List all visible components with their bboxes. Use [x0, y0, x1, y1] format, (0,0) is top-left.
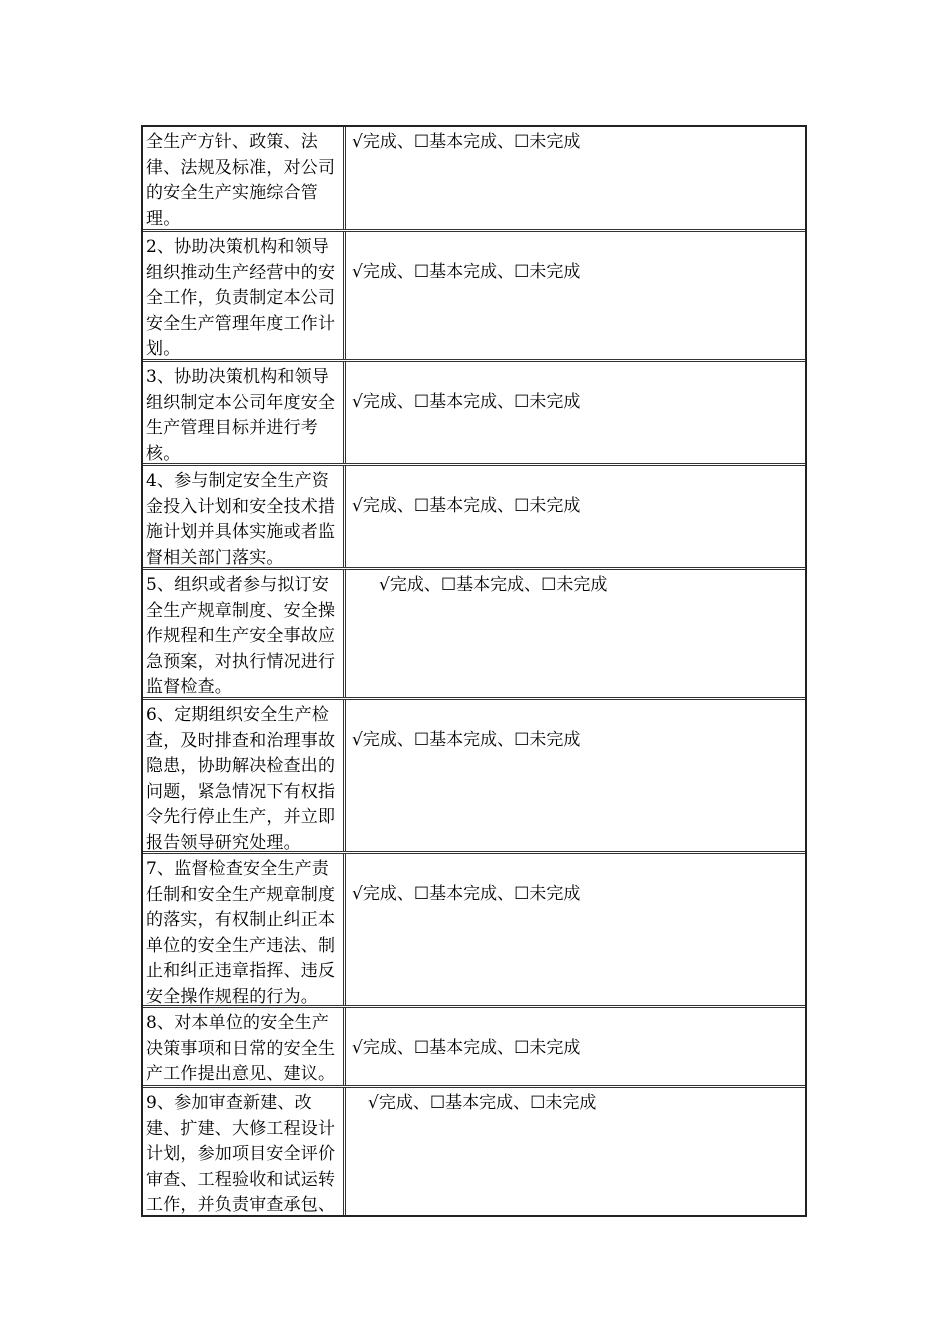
completion-status: √完成、☐基本完成、☐未完成: [352, 132, 581, 152]
duty-text: 5、组织或者参与拟订安全生产规章制度、安全操作规程和生产安全事故应急预案，对执行情况进行监督检查。: [143, 570, 346, 697]
table-row: [143, 127, 805, 232]
completion-status: √完成、☐基本完成、☐未完成: [379, 575, 608, 595]
table-row: [143, 362, 805, 466]
completion-status: √完成、☐基本完成、☐未完成: [352, 262, 581, 282]
completion-status: √完成、☐基本完成、☐未完成: [352, 496, 581, 516]
duty-text: 9、参加审查新建、改建、扩建、大修工程设计计划，参加项目安全评价审查、工程验收和试运转工作，并负责审查承包、: [143, 1088, 346, 1215]
duty-text: 3、协助决策机构和领导组织制定本公司年度安全生产管理目标并进行考核。: [143, 362, 346, 463]
duty-text: 6、定期组织安全生产检查，及时排查和治理事故隐患，协助解决检查出的问题，紧急情况下有权指令先行停止生产，并立即报告领导研究处理。: [143, 700, 346, 851]
completion-status: √完成、☐基本完成、☐未完成: [352, 392, 581, 412]
duty-text: 2、协助决策机构和领导组织推动生产经营中的安全工作，负责制定本公司安全生产管理年度工作计划。: [143, 232, 346, 359]
completion-status: √完成、☐基本完成、☐未完成: [352, 884, 581, 904]
completion-status: √完成、☐基本完成、☐未完成: [352, 1038, 581, 1058]
completion-status: √完成、☐基本完成、☐未完成: [352, 730, 581, 750]
completion-status: √完成、☐基本完成、☐未完成: [368, 1093, 597, 1113]
duty-text: 全生产方针、政策、法律、法规及标准，对公司的安全生产实施综合管理。: [143, 127, 346, 229]
table-row: [143, 570, 805, 700]
duty-text: 4、参与制定安全生产资金投入计划和安全技术措施计划并具体实施或者监督相关部门落实。: [143, 466, 346, 567]
duty-text: 8、对本单位的安全生产决策事项和日常的安全生产工作提出意见、建议。: [143, 1008, 346, 1085]
table-row: [143, 700, 805, 854]
table-row: [143, 1008, 805, 1088]
table-row: [143, 232, 805, 362]
table-row: [143, 1088, 805, 1215]
duty-text: 7、监督检查安全生产责任制和安全生产规章制度的落实，有权制止纠正本单位的安全生产违法、制止和纠正违章指挥、违反安全操作规程的行为。: [143, 854, 346, 1005]
responsibility-table: [141, 125, 807, 1217]
table-row: [143, 466, 805, 570]
table-row: [143, 854, 805, 1008]
